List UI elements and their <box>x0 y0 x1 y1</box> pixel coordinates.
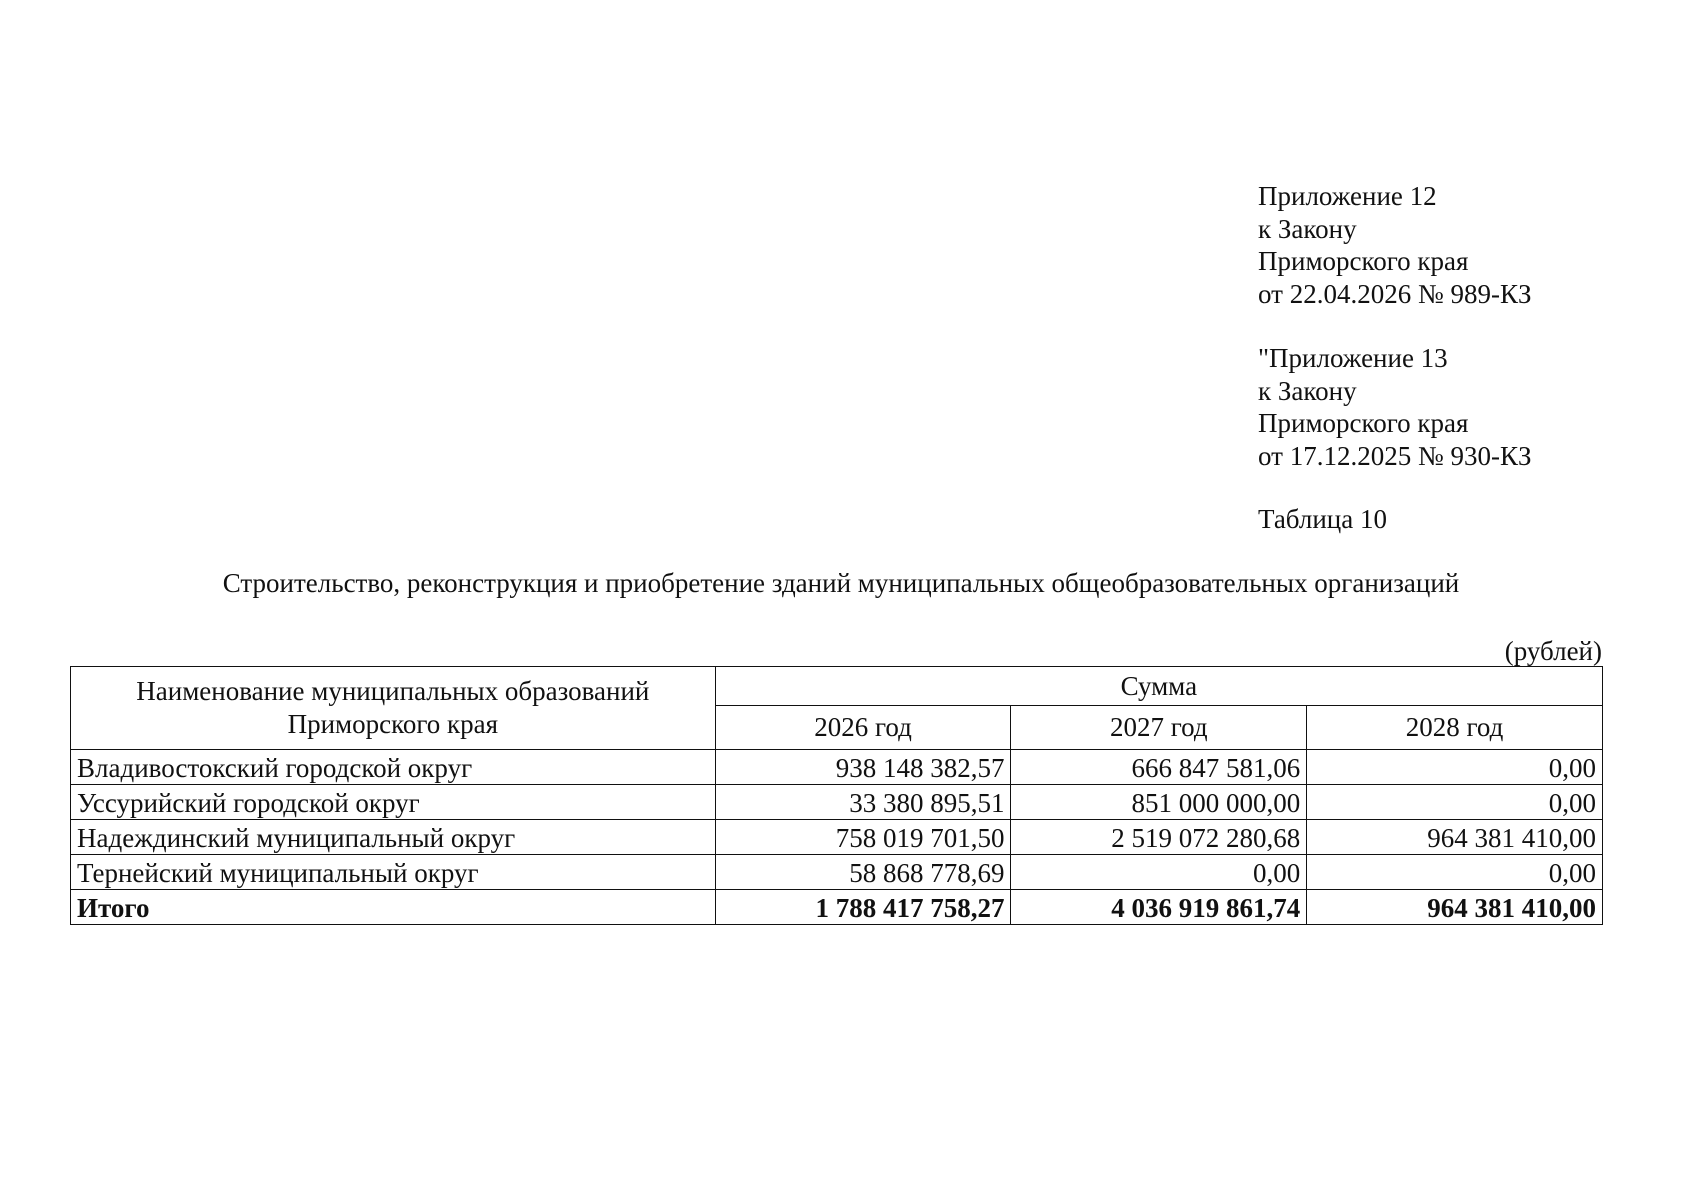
appendix-13-line1: "Приложение 13 <box>1258 343 1448 373</box>
table-row <box>71 750 1603 785</box>
funding-table <box>70 666 1603 925</box>
table-row <box>71 785 1603 820</box>
row-amount-2028: 964 381 410,00 <box>1307 820 1603 855</box>
row-amount-2026: 33 380 895,51 <box>715 785 1011 820</box>
table-total-row <box>71 890 1603 925</box>
row-municipality-name: Уссурийский городской округ <box>71 785 716 820</box>
row-municipality-name: Тернейский муниципальный округ <box>71 855 716 890</box>
row-amount-2028: 0,00 <box>1307 750 1603 785</box>
header-name-line1: Наименование муниципальных образований <box>136 676 650 706</box>
row-municipality-name: Владивостокский городской округ <box>71 750 716 785</box>
total-amount-2028: 964 381 410,00 <box>1307 890 1603 925</box>
table-header-row <box>71 667 1603 706</box>
header-sum: Сумма <box>715 667 1602 706</box>
appendix-12-line2: к Закону <box>1258 213 1357 244</box>
row-amount-2026: 938 148 382,57 <box>715 750 1011 785</box>
currency-unit-label: (рублей) <box>1504 636 1602 666</box>
appendix-12-line1: Приложение 12 <box>1258 181 1437 211</box>
row-amount-2027: 0,00 <box>1011 855 1307 890</box>
table-row <box>71 820 1603 855</box>
row-amount-2027: 666 847 581,06 <box>1011 750 1307 785</box>
appendix-12-line4: от 22.04.2026 № 989-КЗ <box>1258 278 1532 309</box>
row-amount-2026: 58 868 778,69 <box>715 855 1011 890</box>
total-amount-2026: 1 788 417 758,27 <box>715 890 1011 925</box>
total-label: Итого <box>71 890 716 925</box>
row-amount-2026: 758 019 701,50 <box>715 820 1011 855</box>
appendix-13-line4: от 17.12.2025 № 930-КЗ <box>1258 440 1532 471</box>
header-year-2028: 2028 год <box>1307 706 1603 750</box>
total-amount-2027: 4 036 919 861,74 <box>1011 890 1307 925</box>
appendix-13-reference <box>1258 342 1531 472</box>
row-amount-2027: 2 519 072 280,68 <box>1011 820 1307 855</box>
header-name-line2: Приморского края <box>287 709 499 739</box>
row-amount-2028: 0,00 <box>1307 855 1603 890</box>
header-municipality-name <box>71 667 716 750</box>
appendix-13-line3: Приморского края <box>1258 408 1469 438</box>
appendix-13-line2: к Закону <box>1258 375 1357 406</box>
appendix-12-line3: Приморского края <box>1258 246 1469 276</box>
table-row <box>71 855 1603 890</box>
row-municipality-name: Надеждинский муниципальный округ <box>71 820 716 855</box>
row-amount-2027: 851 000 000,00 <box>1011 785 1307 820</box>
appendix-12-reference <box>1258 180 1531 310</box>
document-title: Строительство, реконструкция и приобретение зданий муниципальных общеобразовательных организаций <box>222 568 1460 598</box>
header-year-2026: 2026 год <box>715 706 1011 750</box>
table-number-label: Таблица 10 <box>1258 504 1387 534</box>
row-amount-2028: 0,00 <box>1307 785 1603 820</box>
header-year-2027: 2027 год <box>1011 706 1307 750</box>
